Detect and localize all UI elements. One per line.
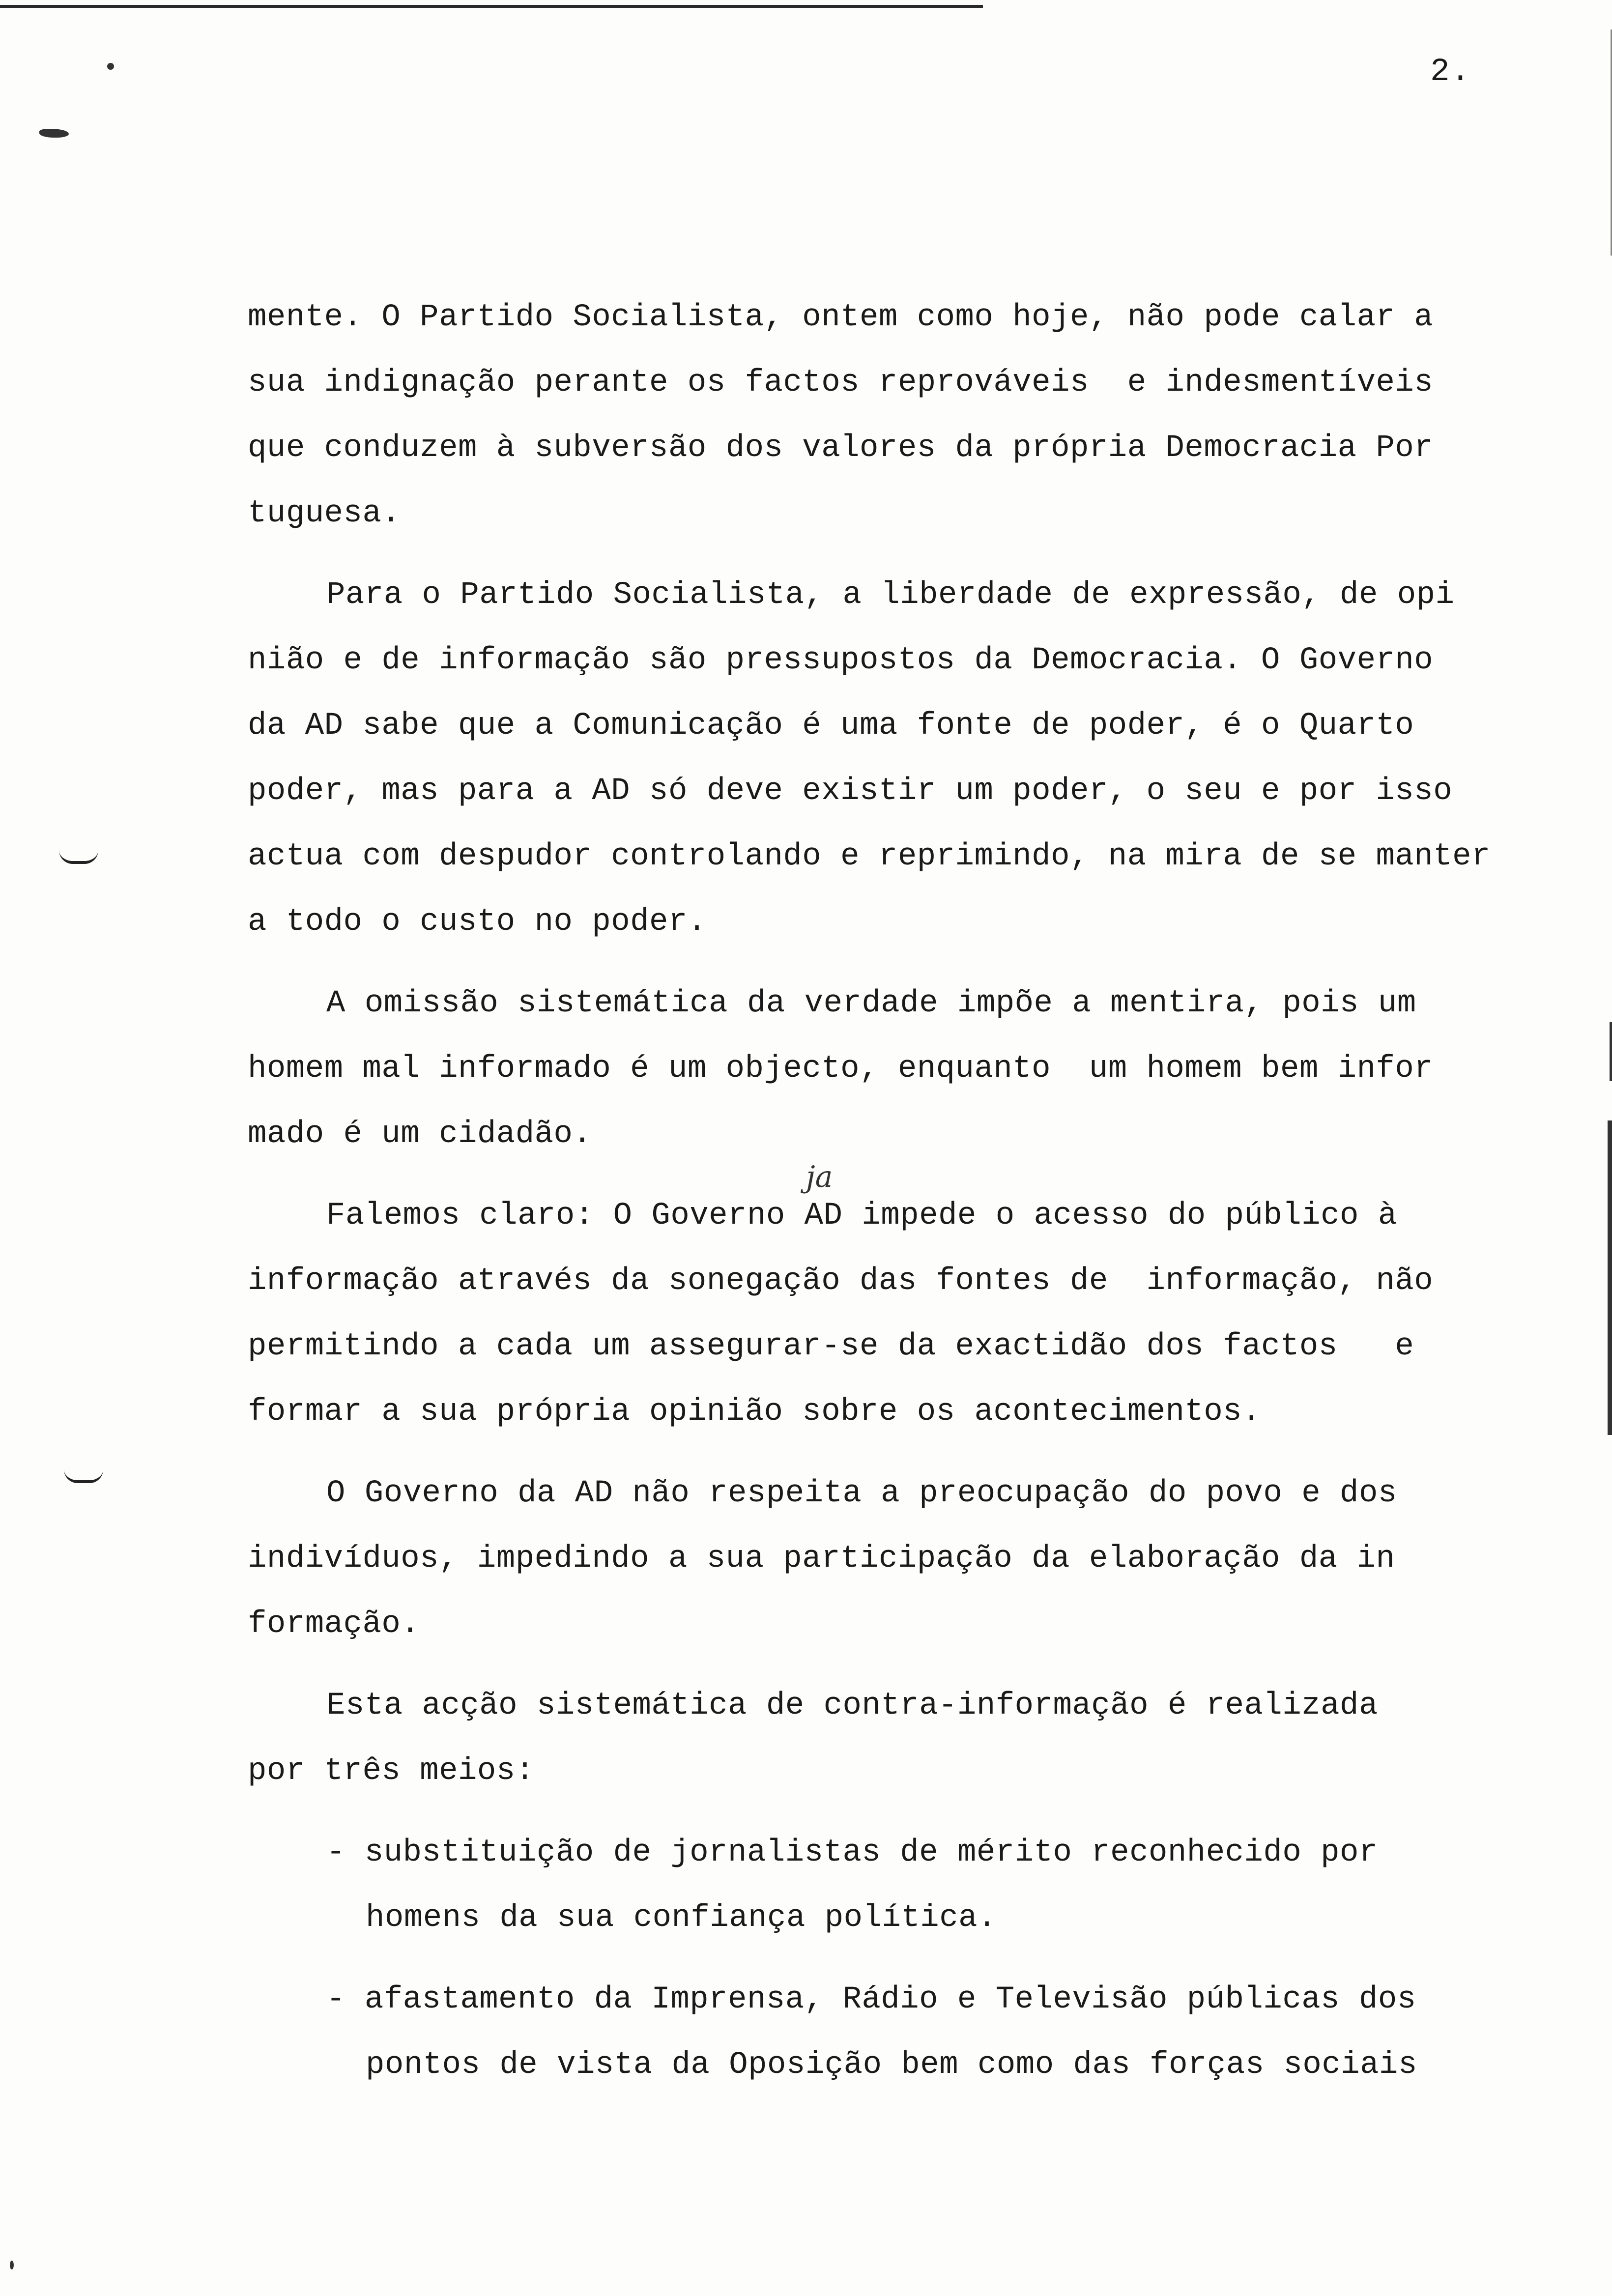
- text-line: sua indignação perante os factos reprováveis e indesmentíveis: [248, 365, 1434, 401]
- handwritten-insertion: ja: [806, 1160, 833, 1194]
- text-line: a todo o custo no poder.: [248, 904, 707, 940]
- edge-artifact: [1608, 1120, 1612, 1435]
- bullet-marker: -: [326, 1835, 345, 1870]
- scan-speck: [107, 63, 114, 70]
- paragraph: [248, 571, 1555, 963]
- paragraph: [248, 1191, 1555, 1453]
- scan-speck: [39, 129, 69, 138]
- text-line: mente. O Partido Socialista, ontem como hoje, não pode calar a: [248, 300, 1434, 335]
- text-line: homem mal informado é um objecto, enquanto um homem bem infor: [248, 1051, 1434, 1087]
- top-rule: [0, 5, 983, 8]
- text-line: formação.: [248, 1607, 420, 1642]
- paragraph: [248, 1469, 1555, 1665]
- text-line: permitindo a cada um assegurar-se da exactidão dos factos e: [248, 1329, 1414, 1364]
- page-number: 2.: [1430, 53, 1471, 90]
- body-text: [248, 293, 1555, 2106]
- paragraph: [248, 293, 1555, 554]
- text-line: actua com despudor controlando e reprimindo, na mira de se manter: [248, 839, 1491, 874]
- text-line: formar a sua própria opinião sobre os acontecimentos.: [248, 1394, 1262, 1430]
- text-line: afastamento da Imprensa, Rádio e Televisão públicas dos: [364, 1982, 1416, 2017]
- text-line: homens da sua confiança política.: [366, 1900, 997, 1936]
- text-line: tuguesa.: [248, 496, 401, 531]
- edge-artifact: [1610, 1022, 1612, 1081]
- margin-mark: [59, 850, 98, 864]
- bullet-item: [248, 1828, 1555, 1959]
- text-line: nião e de informação são pressupostos da Democracia. O Governo: [248, 643, 1434, 678]
- text-line: O Governo da AD não respeita a preocupação do povo e dos: [326, 1476, 1397, 1511]
- text-line: por três meios:: [248, 1753, 535, 1789]
- bullet-marker: -: [326, 1982, 345, 2017]
- text-line: Para o Partido Socialista, a liberdade de expressão, de opi: [326, 577, 1455, 613]
- text-line: informação através da sonegação das fontes de informação, não: [248, 1263, 1434, 1299]
- text-line: mado é um cidadão.: [248, 1117, 592, 1152]
- text-line: substituição de jornalistas de mérito reconhecido por: [364, 1835, 1378, 1870]
- margin-mark: [64, 1469, 103, 1483]
- text-line: da AD sabe que a Comunicação é uma fonte de poder, é o Quarto: [248, 708, 1414, 744]
- text-line: poder, mas para a AD só deve existir um poder, o seu e por isso: [248, 774, 1453, 809]
- text-line: pontos de vista da Oposição bem como das forças sociais: [366, 2047, 1417, 2083]
- paragraph: [248, 1681, 1555, 1812]
- text-line: Falemos claro: O Governo AD impede o acesso do público à: [326, 1198, 1397, 1234]
- text-line: A omissão sistemática da verdade impõe a mentira, pois um: [326, 986, 1416, 1021]
- scan-speck: [10, 2261, 14, 2269]
- text-line: Esta acção sistemática de contra-informação é realizada: [326, 1688, 1378, 1723]
- text-line: indivíduos, impedindo a sua participação da elaboração da in: [248, 1541, 1395, 1577]
- text-line: que conduzem à subversão dos valores da própria Democracia Por: [248, 430, 1434, 466]
- paragraph: [248, 979, 1555, 1175]
- bullet-item: [248, 1975, 1555, 2106]
